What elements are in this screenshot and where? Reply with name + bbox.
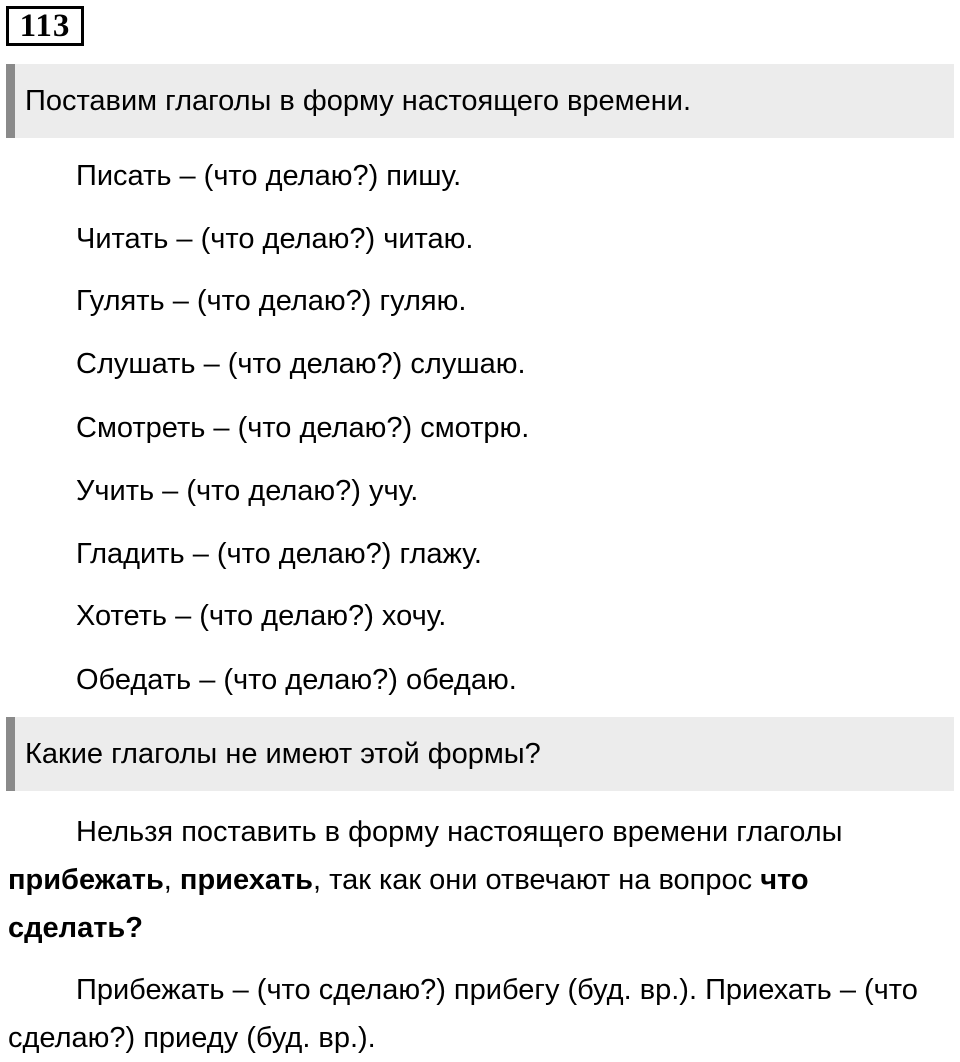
question-1-text: Поставим глаголы в форму настоящего времени.: [25, 84, 692, 117]
question-2: [6, 717, 954, 791]
verb-line: Гладить – (что делаю?) глажу.: [76, 538, 482, 570]
question-1: [6, 64, 954, 138]
answer-question: что сделать?: [8, 864, 809, 944]
verb-line: Слушать – (что делаю?) слушаю.: [76, 348, 526, 380]
verb-line: Учить – (что делаю?) учу.: [76, 475, 419, 507]
answer-text-2: , так как они отвечают на вопрос: [313, 864, 761, 896]
verb-line: Хотеть – (что делаю?) хочу.: [76, 600, 447, 632]
verb-line: Смотреть – (что делаю?) смотрю.: [76, 412, 530, 444]
example-paragraph: Прибежать – (что сделаю?) прибегу (буд. вр.). Приехать – (что сделаю?) приеду (буд. вр.).: [8, 974, 918, 1054]
verb-line: Читать – (что делаю?) читаю.: [76, 223, 474, 255]
question-2-text: Какие глаголы не имеют этой формы?: [25, 737, 541, 770]
verb-line: Писать – (что делаю?) пишу.: [76, 160, 462, 192]
answer-verb-1: прибежать: [8, 864, 164, 896]
answer-text: Нельзя поставить в форму настоящего времени глаголы: [76, 816, 843, 848]
answer-paragraph: [8, 808, 948, 952]
verb-line: Гулять – (что делаю?) гуляю.: [76, 285, 467, 317]
task-number: 113: [6, 6, 84, 46]
verb-line: Обедать – (что делаю?) обедаю.: [76, 664, 517, 696]
answer-separator: ,: [163, 864, 180, 896]
answer-verb-2: приехать: [179, 864, 314, 896]
